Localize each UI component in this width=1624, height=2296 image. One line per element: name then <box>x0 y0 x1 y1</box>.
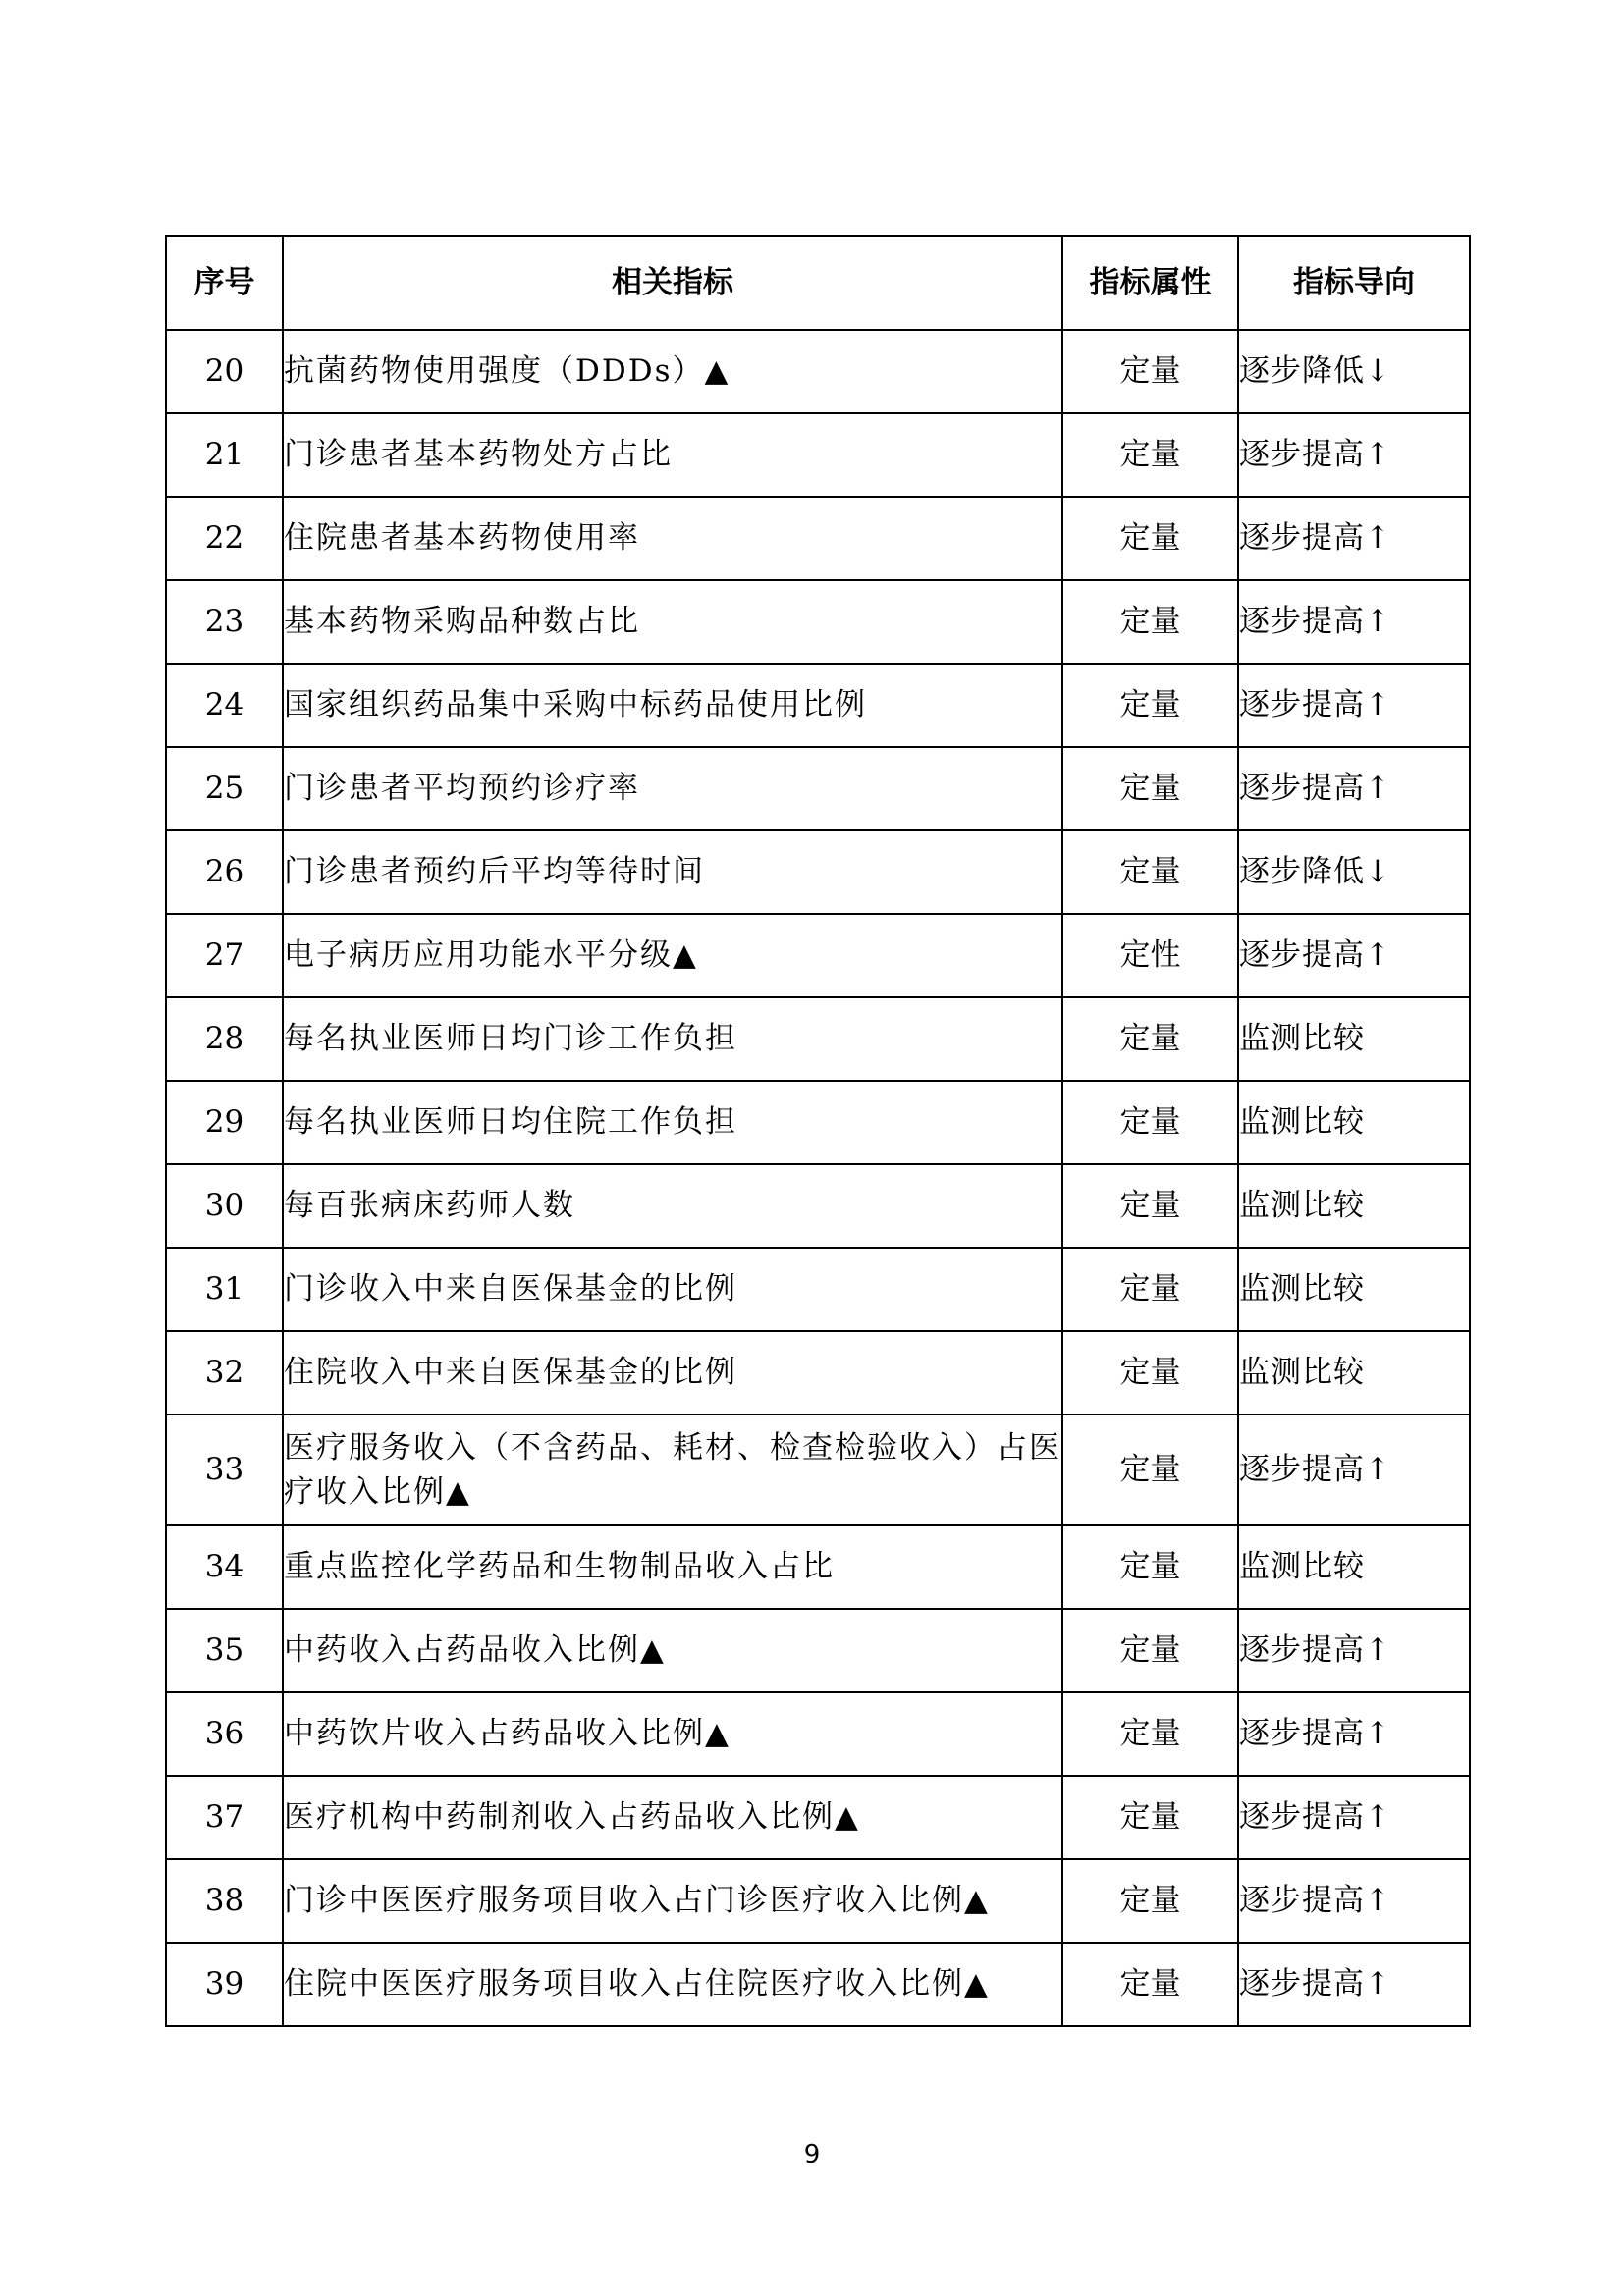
row-num: 30 <box>166 1164 283 1248</box>
row-num: 31 <box>166 1248 283 1331</box>
row-attribute: 定量 <box>1062 1525 1238 1609</box>
row-num: 29 <box>166 1081 283 1164</box>
row-num: 37 <box>166 1776 283 1859</box>
row-indicator: 每百张病床药师人数 <box>283 1164 1062 1248</box>
row-attribute: 定量 <box>1062 1248 1238 1331</box>
row-num: 24 <box>166 664 283 747</box>
row-direction: 逐步提高↑ <box>1238 747 1470 830</box>
row-num: 26 <box>166 830 283 914</box>
table-row <box>166 330 1470 413</box>
table-row <box>166 664 1470 747</box>
row-attribute: 定量 <box>1062 1776 1238 1859</box>
row-direction: 逐步降低↓ <box>1238 830 1470 914</box>
row-indicator: 中药收入占药品收入比例▲ <box>283 1609 1062 1692</box>
header-attr: 指标属性 <box>1062 236 1238 330</box>
row-indicator: 门诊患者预约后平均等待时间 <box>283 830 1062 914</box>
row-indicator: 重点监控化学药品和生物制品收入占比 <box>283 1525 1062 1609</box>
row-num: 27 <box>166 914 283 997</box>
table-row <box>166 914 1470 997</box>
row-indicator: 抗菌药物使用强度（DDDs）▲ <box>283 330 1062 413</box>
row-num: 22 <box>166 497 283 580</box>
row-indicator: 住院患者基本药物使用率 <box>283 497 1062 580</box>
table-row <box>166 580 1470 664</box>
table-row <box>166 1331 1470 1415</box>
row-indicator: 国家组织药品集中采购中标药品使用比例 <box>283 664 1062 747</box>
row-attribute: 定量 <box>1062 664 1238 747</box>
row-indicator: 每名执业医师日均门诊工作负担 <box>283 997 1062 1081</box>
row-attribute: 定量 <box>1062 747 1238 830</box>
table-header-row <box>166 236 1470 330</box>
row-indicator: 中药饮片收入占药品收入比例▲ <box>283 1692 1062 1776</box>
row-direction: 逐步提高↑ <box>1238 1776 1470 1859</box>
row-direction: 逐步提高↑ <box>1238 664 1470 747</box>
row-indicator: 医疗机构中药制剂收入占药品收入比例▲ <box>283 1776 1062 1859</box>
row-direction: 逐步提高↑ <box>1238 1943 1470 2026</box>
row-num: 25 <box>166 747 283 830</box>
row-attribute: 定量 <box>1062 830 1238 914</box>
table-row <box>166 1081 1470 1164</box>
table-row <box>166 1525 1470 1609</box>
row-indicator: 电子病历应用功能水平分级▲ <box>283 914 1062 997</box>
row-num: 39 <box>166 1943 283 2026</box>
table-row <box>166 1943 1470 2026</box>
row-attribute: 定量 <box>1062 1943 1238 2026</box>
row-attribute: 定量 <box>1062 1081 1238 1164</box>
row-indicator: 门诊中医医疗服务项目收入占门诊医疗收入比例▲ <box>283 1859 1062 1943</box>
row-direction: 监测比较 <box>1238 1248 1470 1331</box>
row-indicator: 医疗服务收入（不含药品、耗材、检查检验收入）占医疗收入比例▲ <box>283 1415 1062 1525</box>
table-row <box>166 497 1470 580</box>
row-attribute: 定量 <box>1062 330 1238 413</box>
row-direction: 逐步提高↑ <box>1238 914 1470 997</box>
row-direction: 监测比较 <box>1238 1525 1470 1609</box>
row-direction: 逐步提高↑ <box>1238 413 1470 497</box>
row-num: 33 <box>166 1415 283 1525</box>
row-direction: 监测比较 <box>1238 1081 1470 1164</box>
row-indicator: 每名执业医师日均住院工作负担 <box>283 1081 1062 1164</box>
row-direction: 逐步提高↑ <box>1238 1859 1470 1943</box>
row-indicator: 基本药物采购品种数占比 <box>283 580 1062 664</box>
table-row <box>166 1692 1470 1776</box>
row-attribute: 定量 <box>1062 1164 1238 1248</box>
table-row <box>166 1248 1470 1331</box>
row-attribute: 定量 <box>1062 497 1238 580</box>
row-attribute: 定量 <box>1062 1609 1238 1692</box>
table-row <box>166 1776 1470 1859</box>
row-direction: 逐步提高↑ <box>1238 580 1470 664</box>
row-attribute: 定量 <box>1062 997 1238 1081</box>
row-attribute: 定量 <box>1062 413 1238 497</box>
row-num: 34 <box>166 1525 283 1609</box>
table-row <box>166 1609 1470 1692</box>
row-attribute: 定量 <box>1062 1859 1238 1943</box>
header-name: 相关指标 <box>283 236 1062 330</box>
row-direction: 逐步提高↑ <box>1238 1415 1470 1525</box>
row-num: 35 <box>166 1609 283 1692</box>
table-row <box>166 413 1470 497</box>
row-direction: 监测比较 <box>1238 1331 1470 1415</box>
row-direction: 监测比较 <box>1238 997 1470 1081</box>
row-attribute: 定量 <box>1062 1331 1238 1415</box>
row-num: 32 <box>166 1331 283 1415</box>
row-indicator: 门诊患者平均预约诊疗率 <box>283 747 1062 830</box>
table-row <box>166 1415 1470 1525</box>
row-direction: 逐步提高↑ <box>1238 1692 1470 1776</box>
row-indicator: 门诊收入中来自医保基金的比例 <box>283 1248 1062 1331</box>
indicators-table <box>165 235 1471 2027</box>
row-direction: 逐步提高↑ <box>1238 497 1470 580</box>
row-attribute: 定量 <box>1062 580 1238 664</box>
row-direction: 监测比较 <box>1238 1164 1470 1248</box>
table-row <box>166 747 1470 830</box>
page-number: 9 <box>803 2140 821 2169</box>
table-row <box>166 1859 1470 1943</box>
row-attribute: 定性 <box>1062 914 1238 997</box>
row-num: 38 <box>166 1859 283 1943</box>
row-num: 21 <box>166 413 283 497</box>
table-row <box>166 1164 1470 1248</box>
row-num: 28 <box>166 997 283 1081</box>
row-attribute: 定量 <box>1062 1415 1238 1525</box>
row-indicator: 住院收入中来自医保基金的比例 <box>283 1331 1062 1415</box>
row-num: 36 <box>166 1692 283 1776</box>
row-indicator: 住院中医医疗服务项目收入占住院医疗收入比例▲ <box>283 1943 1062 2026</box>
table-row <box>166 997 1470 1081</box>
row-indicator: 门诊患者基本药物处方占比 <box>283 413 1062 497</box>
header-num: 序号 <box>166 236 283 330</box>
row-num: 20 <box>166 330 283 413</box>
row-num: 23 <box>166 580 283 664</box>
header-dir: 指标导向 <box>1238 236 1470 330</box>
row-attribute: 定量 <box>1062 1692 1238 1776</box>
row-direction: 逐步降低↓ <box>1238 330 1470 413</box>
row-direction: 逐步提高↑ <box>1238 1609 1470 1692</box>
table-row <box>166 830 1470 914</box>
